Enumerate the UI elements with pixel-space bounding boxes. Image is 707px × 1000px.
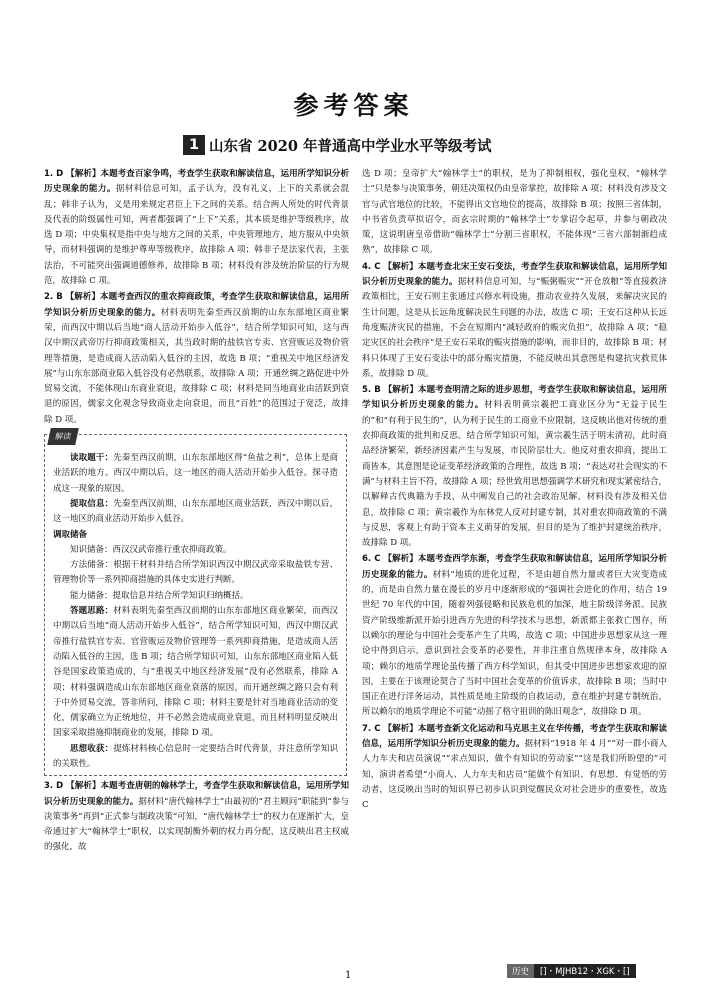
box-label-read: 读取题干： — [70, 453, 114, 464]
box-text-knowledge: 知识储备：西汉汉武帝推行重农抑商政策。 — [70, 544, 232, 555]
footer-subject: 历史 — [507, 964, 534, 978]
answer-1 — [44, 167, 349, 289]
box-text-method: 方法储备：根据干材料并结合所学知识西汉中期汉武帝采取盐铁专营、管理物价等一系列抑商措施的具体史实进行判断。 — [53, 560, 338, 586]
box-para-approach — [53, 604, 338, 742]
section-banner — [183, 135, 491, 155]
answer-2-head: 2. B 【解析】本题考查西汉的重农抑商政策，考查学生获取和解读信息，运用所学知识分析历史现象的能力。 — [44, 292, 349, 318]
page-number: 1 — [345, 970, 352, 981]
interpretation-box — [44, 434, 347, 776]
interpretation-tag: 解读 — [47, 428, 79, 445]
box-text-ability: 能力储备：提取信息并结合所学知识归纳概括。 — [70, 590, 249, 601]
box-label-gain: 思想收获： — [70, 743, 114, 754]
answer-1-body: 据材料信息可知，孟子认为，没有礼义，上下的关系就会混乱；韩非子认为，义是用来规定君臣上下之间的关系。结合两人所处的时代背景及代表的阶级属性可知，两者都强调了“上下”关系，其本质是维护等级秩序，故选 D 项；中央集权是指中央与地方之间的关系，中央管理地方，地方服从中央领导，而材料强调的是维护尊卑等级秩序，故排除 A 项；韩非子是法家代表，主张法治，不可能突出强调道德修养，故排除 B 项；材料没有涉及统治阶层的行为规范，故排除 C 项。 — [44, 184, 349, 287]
box-para-knowledge — [53, 543, 338, 558]
answer-2 — [44, 290, 349, 428]
answer-5-body: 材料表明黄宗羲把工商业区分为“无益于民生的”和“有利于民生的”，认为利于民生的工商业不应限制，这反映出他对传统的重农抑商政策的批判和反思。结合所学知识可知，黄宗羲生活于明末清初，此时商品经济繁荣，新经济因素产生与发展，市民阶层壮大。他反对重农抑商，提出工商皆本，其意图是论证变革经济政策的合理性，故选 B 项；“表达对社会现实的不满”与材料主旨不符，故排除 A 项；经世致用思想强调学术研究和现实紧密结合，以解释古代典籍为手段，从中阐发自己的社会政治见解，材料没有涉及相关信息，故排除 C 项；黄宗羲作为东林党人反对封建专制，其对重农抑商政策的不满与反思，客观上有助于资本主义萌芽的发展，但目的是为了维护封建统治秩序，故排除 D 项。 — [362, 400, 667, 549]
answer-7 — [362, 722, 667, 814]
box-para-extract — [53, 497, 338, 528]
box-para-gain — [53, 742, 338, 773]
box-text-extract: 先秦至西汉前期，山东东部地区商业活跃，西汉中期以后，这一地区的商业活动开始步入低谷。 — [53, 498, 338, 525]
box-text-approach: 材料表明先秦至西汉前期的山东东部地区商业繁荣，而西汉中期以后当地“商人活动开始步入低谷”，结合所学知识可知，西汉中期汉武帝推行盐铁官专卖、官营贩运及物价管理等一系列抑商措施，是造成商人活动陷入低谷的主因，选 B 项；结合所学知识可知，山东东部地区商业陷入低谷是国家政策造成的，与“重视关中地区经济发展”没有必然联系，排除 A 项；材料强调造成山东东部地区商业衰落的原因，而开通丝绸之路只会有利于中外贸易交流，答非所问，排除 C 项；材料主要是针对当地商业活动的变化，儒家确立为正统地位，并不必然会造成商业衰退，而且材料明显反映出国家采取措施抑制商业的发展，排除 D 项。 — [53, 606, 338, 739]
box-text-gain: 提炼材料核心信息时一定要结合时代背景，并注意所学知识的关联性。 — [53, 743, 338, 769]
answer-3-continued: 选 D 项；皇帝扩大“翰林学士”的职权，是为了抑制相权，强化皇权，“翰林学士”只是参与决策事务，朝廷决策权仍由皇帝掌控，故排除 A 项；材料没有涉及文官与武官地位的比较，不能得出文官地位的提高，故排除 B 项；按照三省体制，中书省负责草拟诏令，而玄宗时期的“翰林学士”专掌诏令起草，并参与朝政决策，这说明唐皇帝借助“翰林学士”分割三省职权，不能体现“三省六部制渐趋成熟”，故排除 C 项。 — [362, 169, 667, 256]
section-number: 1 — [183, 135, 205, 155]
answer-3 — [44, 779, 349, 855]
answer-5 — [362, 383, 667, 551]
answer-4-head: 4. C 【解析】本题考查北宋王安石变法，考查学生获取和解读信息，运用所学知识分析历史现象的能力。 — [362, 261, 667, 288]
answer-6-body: 材料“地质的进化过程，不是由超自然力量或者巨大灾变造成的，而是由自然力量在漫长的岁月中逐渐形成的”强调社会进化的作用，结合 19 世纪 70 年代的中国，随着列强侵略和民族危机的加深，地主阶级洋务派、民族资产阶级维新派开始引进西方先进的科学技术与思想，新派都主张救亡图存，所以赖尔的理论与中国社会变革产生了共鸣，故选 C 项；中国进步思想家从这一理论中得到启示，意识到社会变革的必要性，并非注重自然规律本身，故排除 A 项；赖尔的地质学理论虽传播了西方科学知识，但其受中国进步思想家欢迎的原因，主要在于该理论契合了当时中国社会变革的价值诉求，故排除 B 项；当时中国正在进行洋务运动，其性质是地主阶级的自救运动，意在维护封建专制统治，所以赖尔的地质学理论不可能“动摇了格守祖训的陈旧观念”，故排除 D 项。 — [362, 569, 667, 718]
answer-7-body: 据材料“1918 年 4 月”“对一群小商人人力车夫和店员演说”“求点知识，做个有知识的劳动家”“这是我们所盼望的”可知，演讲者希望“小商人、人力车夫和店员”能做个有知识、有思想、有觉悟的劳动者，这反映出当时的知识界已初步认识到觉醒民众对社会进步的重要性，故选 C — [362, 738, 667, 811]
footer-code: []・MJHB12・XGK・[] — [540, 967, 630, 977]
box-label-approach: 答题思路： — [70, 606, 114, 617]
left-column — [44, 167, 349, 857]
answer-6-head: 6. C 【解析】本题考查西学东渐，考查学生获取和解读信息，运用所学知识分析历史现象的能力。 — [362, 554, 667, 580]
box-para-ability — [53, 589, 338, 604]
answer-5-head: 5. B 【解析】本题考查明清之际的进步思想，考查学生获取和解读信息，运用所学知识分析历史现象的能力。 — [362, 385, 667, 411]
answer-7-head: 7. C 【解析】本题考查新文化运动和马克思主义在华传播，考查学生获取和解读信息，运用所学知识分析历史现象的能力。 — [362, 723, 667, 749]
box-label-extract: 提取信息： — [70, 498, 114, 509]
answer-3-body: 据材料“唐代翰林学士”由最初的“君主顾问”职能到“参与决策事务”再到“正式参与制政决策”可知，“唐代翰林学士”的权力在逐渐扩大，皇帝通过扩大“翰林学士”职权，以实现制衡外朝的权力再分配，这反映出君主权威的强化，故 — [44, 796, 349, 853]
answer-1-head: 1. D 【解析】本题考查百家争鸣，考查学生获取和解读信息，运用所学知识分析历史现象的能力。 — [44, 169, 349, 195]
footer-label — [507, 964, 636, 978]
answer-6 — [362, 552, 667, 720]
answer-2-body: 材料表明先秦至西汉前期的山东东部地区商业繁荣，而西汉中期以后当地“商人活动开始步入低谷”，结合所学知识可知，这与西汉中期汉武帝厉行抑商政策相关，其当政时期的盐铁官专卖、官营贩运及物价管理等措施，是造成商人活动陷入低谷的主因，故选 B 项；“重视关中地区经济发展”与山东东部商业陷入低谷没有必然联系，故排除 A 项；开通丝绸之路促进中外贸易交流，不能体现山东商业衰退，故排除 C 项；材料是同当地商业由活跃到衰退的原因，儒家文化观念导致商业走向衰退，而且“百姓”的范围过于宽泛，故排除 D 项。 — [44, 307, 349, 425]
box-label-reserve: 调取储备 — [53, 529, 88, 540]
box-para-reserve — [53, 528, 338, 543]
box-para-method — [53, 558, 338, 589]
answer-3-head: 3. D 【解析】本题考查唐朝的翰林学士，考查学生获取和解读信息，运用所学知识分析历史现象的能力。 — [44, 781, 349, 807]
answer-4 — [362, 260, 667, 382]
section-name: 山东省 2020 年普通高中学业水平等级考试 — [209, 137, 492, 155]
answer-4-body: 据材料信息可知，与“赈粥赈灾”“开仓放粮”等直接救济政策相比，王安石则主张通过兴修水利设施，推动农业持久发展，来解决灾民的生计问题，这是从长远角度解决民生问题的办法，故选 C 项；王安石这种从长远角度赈济灾民的措施，不会在短期内“减轻政府的赈灾负担”，故排除 A 项；“稳定灾区的社会秩序”是王安石采取的赈灾措施的影响，而非目的，故排除 B 项；材料只体现了王安石变法中的部分赈灾措施，不能反映出其意图是构建抗灾救荒体系，故排除 D 项。 — [362, 277, 667, 379]
box-para-read — [53, 451, 338, 497]
page-title: 参考答案 — [293, 91, 414, 120]
right-column — [362, 167, 667, 814]
box-text-read: 先秦至西汉前期，山东东部地区得“鱼盐之利”，总体上是商业活跃的地方。西汉中期以后，这一地区的商人活动开始步入低谷。探寻造成这一现象的原因。 — [53, 453, 338, 494]
